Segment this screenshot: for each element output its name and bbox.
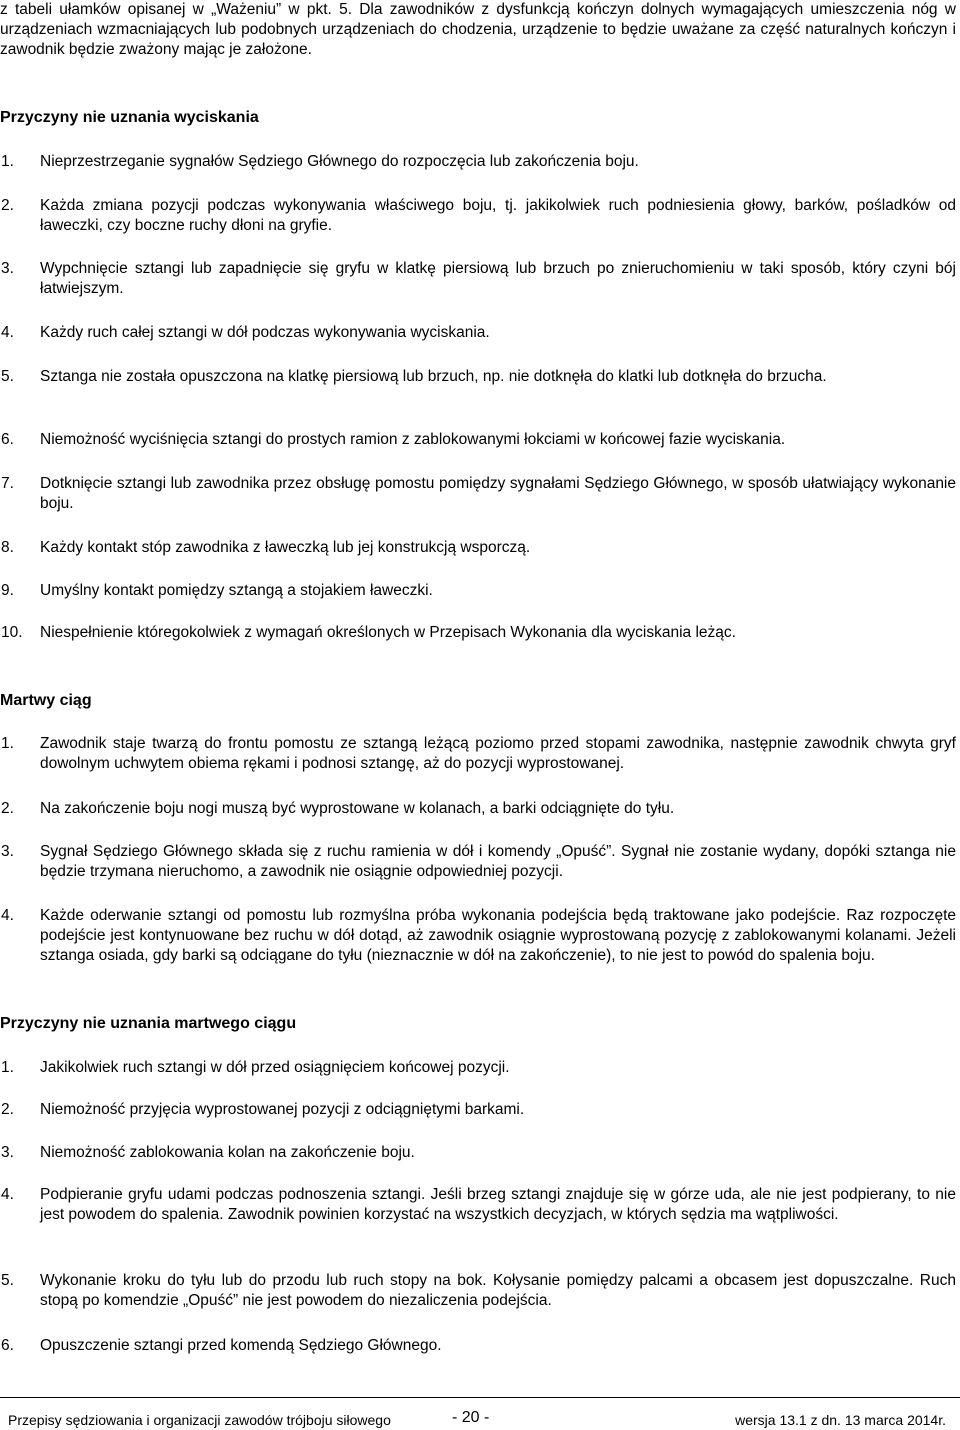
list-number: 4. <box>1 324 14 341</box>
list-number: 5. <box>1 1272 14 1289</box>
list-text: Opuszczenie sztangi przed komendą Sędziego Głównego. <box>40 1337 442 1354</box>
list-text: Jakikolwiek ruch sztangi w dół przed osiągnięciem końcowej pozycji. <box>40 1059 510 1076</box>
list-text: Wykonanie kroku do tyłu lub do przodu lub ruch stopy na bok. Kołysanie pomiędzy palcami a obcasem jest dopuszczalne. Ruch stopą po komendzie „Opuść” nie jest powodem do niezaliczenia podejścia. <box>40 1272 956 1309</box>
list-item <box>0 1100 956 1120</box>
list-item <box>0 734 956 774</box>
list-item <box>0 1336 956 1356</box>
footer-document-title: Przepisy sędziowania i organizacji zawodów trójboju siłowego <box>8 1412 391 1428</box>
section-heading-deadlift-fail: Przyczyny nie uznania martwego ciągu <box>0 1015 297 1032</box>
list-text: Nieprzestrzeganie sygnałów Sędziego Głównego do rozpoczęcia lub zakończenia boju. <box>40 153 639 170</box>
list-item <box>0 581 956 601</box>
list-text: Dotknięcie sztangi lub zawodnika przez obsługę pomostu pomiędzy sygnałami Sędziego Głównego, w sposób ułatwiający wykonanie boju. <box>40 475 956 512</box>
list-item <box>0 623 956 643</box>
intro-paragraph <box>0 0 956 60</box>
list-number: 4. <box>1 1186 14 1203</box>
list-text: Każdy kontakt stóp zawodnika z ławeczką lub jej konstrukcją wsporczą. <box>40 539 531 556</box>
list-text: Wypchnięcie sztangi lub zapadnięcie się gryfu w klatkę piersiową lub brzuch po znieruchomieniu w taki sposób, który czyni bój łatwiejszym. <box>40 260 956 297</box>
list-text: Niemożność wyciśnięcia sztangi do prostych ramion z zablokowanymi łokciami w końcowej fazie wyciskania. <box>40 431 786 448</box>
list-number: 1. <box>1 735 14 752</box>
list-text: Zawodnik staje twarzą do frontu pomostu ze sztangą leżącą poziomo przed stopami zawodnika, następnie zawodnik chwyta gryf dowolnym uchwytem obiema rękami i podnosi sztangę, aż do pozycji wyprostowanej. <box>40 735 956 772</box>
list-item <box>0 474 956 514</box>
list-text: Każda zmiana pozycji podczas wykonywania właściwego boju, tj. jakikolwiek ruch podniesienia głowy, barków, pośladków od ławeczki, czy boczne ruchy dłoni na gryfie. <box>40 197 956 234</box>
list-number: 10. <box>1 624 23 641</box>
section-heading-deadlift: Martwy ciąg <box>0 692 92 709</box>
list-number: 5. <box>1 368 14 385</box>
list-text: Niemożność przyjęcia wyprostowanej pozycji z odciągniętymi barkami. <box>40 1101 525 1118</box>
list-text: Podpieranie gryfu udami podczas podnoszenia sztangi. Jeśli brzeg sztangi znajduje się w górze uda, ale nie jest podpierany, to nie jest powodem do spalenia. Zawodnik powinien korzystać na wszystkich decyzjach, w których sędzia ma wątpliwości. <box>40 1186 956 1223</box>
page-footer <box>0 1397 960 1427</box>
list-text: Sztanga nie została opuszczona na klatkę piersiową lub brzuch, np. nie dotknęła do klatki lub dotknęła do brzucha. <box>40 368 827 385</box>
list-number: 2. <box>1 800 14 817</box>
list-text: Umyślny kontakt pomiędzy sztangą a stojakiem ławeczki. <box>40 582 433 599</box>
list-item <box>0 842 956 882</box>
list-number: 6. <box>1 431 14 448</box>
list-number: 4. <box>1 907 14 924</box>
list-number: 3. <box>1 260 14 277</box>
list-number: 1. <box>1 1059 14 1076</box>
list-text: Każdy ruch całej sztangi w dół podczas wykonywania wyciskania. <box>40 324 490 341</box>
intro-text: z tabeli ułamków opisanej w „Ważeniu” w pkt. 5. Dla zawodników z dysfunkcją kończyn dolnych wymagających umieszczenia nóg w urządzeniach wzmacniających lub podobnych urządzeniach do chodzenia, urządzenie to będzie uważane za część naturalnych kończyn i zawodnik będzie zważony mając je założone. <box>0 1 956 58</box>
list-text: Sygnał Sędziego Głównego składa się z ruchu ramienia w dół i komendy „Opuść”. Sygnał nie zostanie wydany, dopóki sztanga nie będzie trzymana nieruchomo, a zawodnik nie osiągnie odpowiedniej pozycji. <box>40 843 956 880</box>
list-item <box>0 152 956 172</box>
list-number: 3. <box>1 1144 14 1161</box>
footer-page-number: - 20 - <box>452 1409 490 1426</box>
list-item <box>0 196 956 236</box>
list-number: 7. <box>1 475 14 492</box>
list-item <box>0 1185 956 1225</box>
list-item <box>0 1058 956 1078</box>
list-number: 2. <box>1 1101 14 1118</box>
list-number: 6. <box>1 1337 14 1354</box>
list-text: Niespełnienie któregokolwiek z wymagań określonych w Przepisach Wykonania dla wyciskania leżąc. <box>40 624 736 641</box>
list-number: 1. <box>1 153 14 170</box>
list-item <box>0 1143 956 1163</box>
footer-version: wersja 13.1 z dn. 13 marca 2014r. <box>735 1412 946 1428</box>
list-text: Na zakończenie boju nogi muszą być wyprostowane w kolanach, a barki odciągnięte do tyłu. <box>40 800 675 817</box>
list-item <box>0 799 956 819</box>
list-text: Niemożność zablokowania kolan na zakończenie boju. <box>40 1144 415 1161</box>
section-heading-bench-fail: Przyczyny nie uznania wyciskania <box>0 109 259 126</box>
list-number: 8. <box>1 539 14 556</box>
list-item <box>0 906 956 966</box>
list-item <box>0 259 956 299</box>
list-text: Każde oderwanie sztangi od pomostu lub rozmyślna próba wykonania podejścia będą traktowane jako podejście. Raz rozpoczęte podejście jest kontynuowane bez ruchu w dół dotąd, aż zawodnik osiągnie wyprostowaną pozycję z zablokowanymi kolanami. Jeżeli sztanga osiada, gdy barki są odciągane do tyłu (nieznacznie w dół na zakończenie), to nie jest to powód do spalenia boju. <box>40 907 956 964</box>
list-item <box>0 367 956 387</box>
list-item <box>0 323 956 343</box>
list-number: 2. <box>1 197 14 214</box>
list-item <box>0 430 956 450</box>
list-item <box>0 538 956 558</box>
list-number: 3. <box>1 843 14 860</box>
list-number: 9. <box>1 582 14 599</box>
list-item <box>0 1271 956 1311</box>
